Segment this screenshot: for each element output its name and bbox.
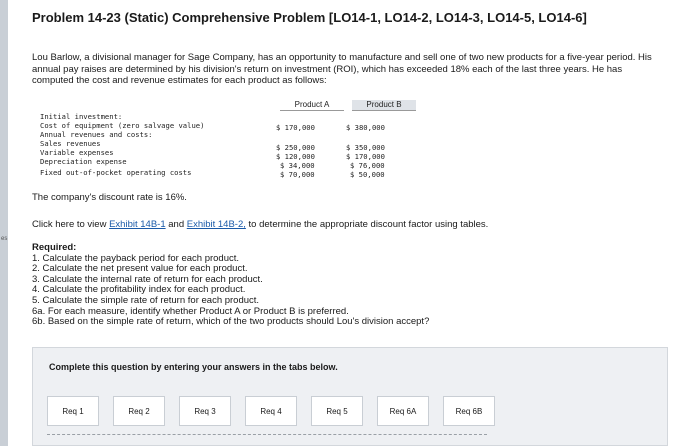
required-item: 3. Calculate the internal rate of return for each product.: [32, 273, 263, 285]
product-a-value: $ 170,000: [276, 123, 315, 132]
product-b-value: $ 50,000: [350, 170, 385, 179]
product-b-header: Product B: [352, 100, 416, 111]
tab-req-3[interactable]: Req 3: [179, 396, 231, 426]
tab-req-2[interactable]: Req 2: [113, 396, 165, 426]
tab-req-6b[interactable]: Req 6B: [443, 396, 495, 426]
exhibit-14b-2-link[interactable]: Exhibit 14B-2,: [186, 219, 246, 230]
exhibit-prefix: Click here to view: [32, 219, 110, 230]
required-item: 5. Calculate the simple rate of return for each product.: [32, 294, 260, 306]
product-b-value: $ 76,000: [350, 161, 385, 170]
table-row: [40, 121, 420, 130]
required-item: 6b. Based on the simple rate of return, which of the two products should Lou's division accept?: [32, 316, 430, 328]
exhibit-instruction: [32, 219, 488, 230]
row-label: Cost of equipment (zero salvage value): [40, 121, 205, 130]
row-label: Fixed out-of-pocket operating costs: [40, 168, 192, 177]
table-row: [40, 139, 420, 152]
product-b-value: $ 170,000: [346, 152, 385, 161]
requirement-tabs: [47, 396, 493, 426]
exhibit-14b-1-link[interactable]: Exhibit 14B-1: [109, 219, 166, 230]
table-row: [40, 148, 420, 161]
discount-rate-text: The company's discount rate is 16%.: [32, 192, 187, 203]
tab-divider: [47, 434, 487, 435]
table-row: [40, 168, 420, 177]
table-row: [40, 130, 420, 139]
product-a-value: $ 34,000: [280, 161, 315, 170]
row-label: Sales revenues: [40, 139, 101, 148]
answer-instruction: Complete this question by entering your answers in the tabs below.: [49, 362, 338, 372]
problem-intro: Lou Barlow, a divisional manager for Sage Company, has an opportunity to manufacture and sell one of two new products for a five-year period. His annual pay raises are determined by his division's return on investment (ROI), which has exceeded 18% each of the last three years. He has computed the cost and revenue estimates for each product as follows:: [32, 52, 652, 86]
exhibit-suffix: to determine the appropriate discount factor using tables.: [245, 219, 489, 230]
required-section: [32, 243, 429, 328]
product-a-value: $ 120,000: [276, 152, 315, 161]
exhibit-middle: and: [165, 219, 187, 230]
row-label: Annual revenues and costs:: [40, 130, 153, 139]
required-item: 4. Calculate the profitability index for each product.: [32, 284, 246, 296]
product-a-header: Product A: [280, 100, 344, 111]
table-row: [40, 157, 420, 170]
row-label: Variable expenses: [40, 148, 114, 157]
left-sidebar-strip: [0, 0, 8, 446]
tab-req-1[interactable]: Req 1: [47, 396, 99, 426]
product-a-value: $ 250,000: [276, 143, 315, 152]
required-item: 6a. For each measure, identify whether Product A or Product B is preferred.: [32, 305, 349, 317]
product-b-value: $ 380,000: [346, 123, 385, 132]
required-item: 1. Calculate the payback period for each product.: [32, 252, 240, 264]
tab-req-6a[interactable]: Req 6A: [377, 396, 429, 426]
problem-title: Problem 14-23 (Static) Comprehensive Problem [LO14-1, LO14-2, LO14-3, LO14-5, LO14-6]: [32, 10, 587, 25]
table-row: [40, 112, 420, 121]
product-a-value: $ 70,000: [280, 170, 315, 179]
left-strip-mark: es: [1, 236, 8, 242]
tab-req-4[interactable]: Req 4: [245, 396, 297, 426]
required-heading: Required:: [32, 242, 77, 253]
row-label: Initial investment:: [40, 112, 123, 121]
product-b-value: $ 350,000: [346, 143, 385, 152]
required-item: 2. Calculate the net present value for each product.: [32, 263, 248, 275]
row-label: Depreciation expense: [40, 157, 127, 166]
answer-panel: [32, 347, 668, 446]
tab-req-5[interactable]: Req 5: [311, 396, 363, 426]
